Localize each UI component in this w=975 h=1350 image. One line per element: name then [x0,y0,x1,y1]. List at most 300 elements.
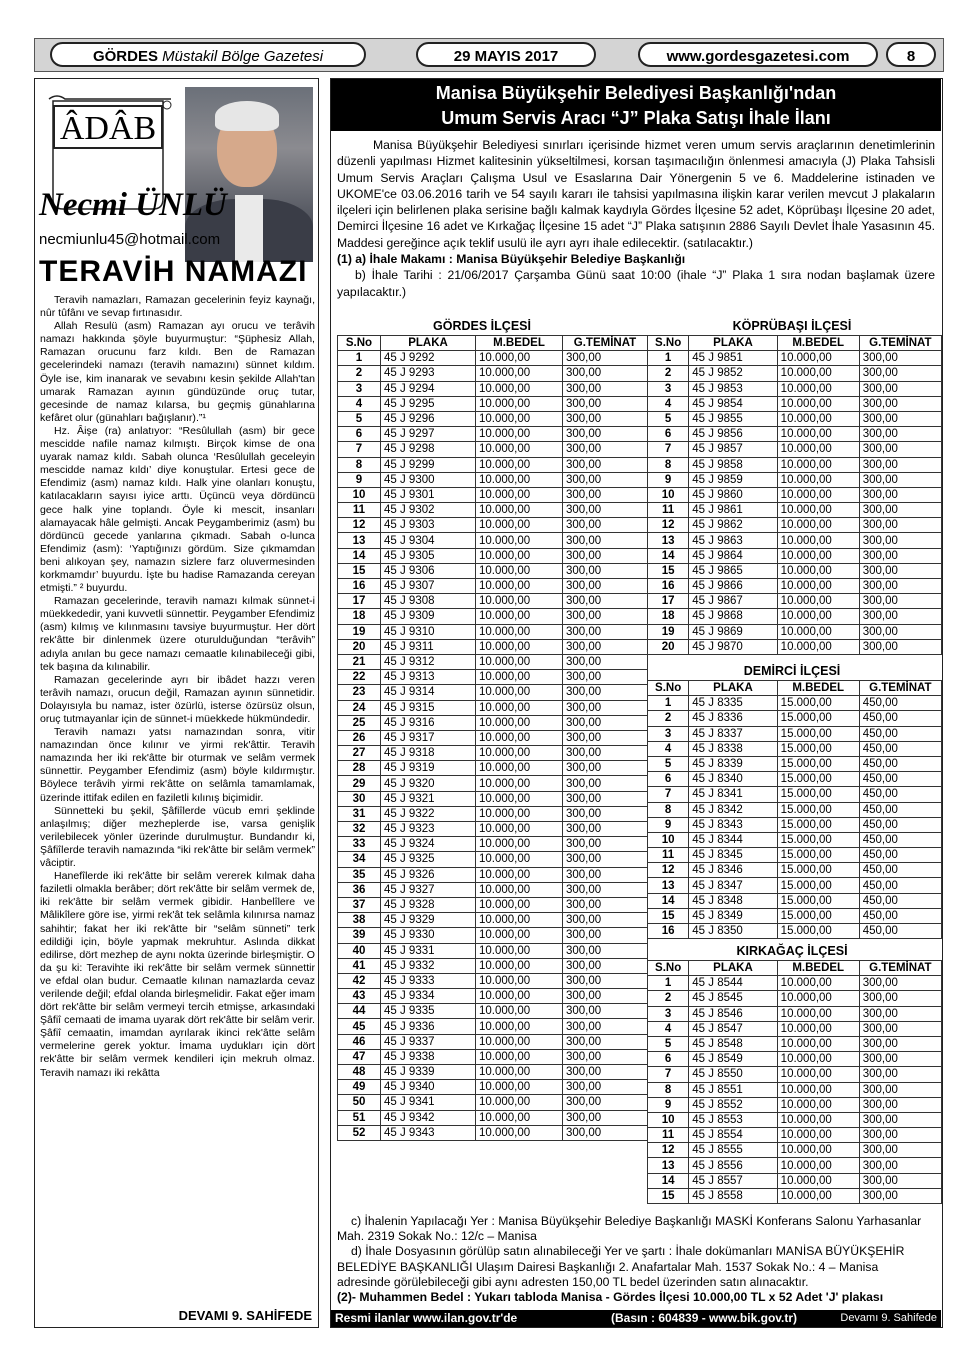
article-body [40,294,315,1080]
plate-cell: 45 J 9336 [381,1019,476,1034]
table-row [338,594,648,609]
plate-cell: 45 J 9864 [689,548,777,563]
bedel-cell: 10.000,00 [476,396,563,411]
teminat-cell: 300,00 [563,852,648,867]
plate-cell: 45 J 8551 [689,1082,777,1097]
plate-cell: 45 J 9326 [381,867,476,882]
article-paragraph: Teravih namazı yatsı namazından sonra, vitir namazından önce kılınır ve yirmi rek'âttir. Teravih namazında her iki rek'âtte bir oturmak ve selâm vermek sünnettir. Peygamber Efendimiz (asm) böyle kıldırmıştır. Böylece terâvih yirmi rek'âtte on selâmla tamamlamak, üzerinde ittifak edilen en faziletli kılınış biçimidir. [40,726,315,804]
bedel-cell: 10.000,00 [777,1097,859,1112]
row-number: 34 [338,852,381,867]
bedel-cell: 10.000,00 [476,639,563,654]
table-row [648,711,942,726]
bedel-cell: 10.000,00 [777,1158,859,1173]
table-row [648,741,942,756]
row-number: 4 [648,1021,689,1036]
row-number: 3 [648,726,689,741]
bedel-cell: 10.000,00 [777,976,859,991]
bedel-cell: 10.000,00 [777,442,859,457]
bedel-cell: 10.000,00 [777,594,859,609]
row-number: 40 [338,943,381,958]
teminat-cell: 300,00 [563,791,648,806]
table-row [648,427,942,442]
row-number: 7 [338,442,381,457]
bedel-cell: 10.000,00 [476,609,563,624]
intro-text: Manisa Büyükşehir Belediyesi sınırları içerisinde hizmet veren umum servis araçlarının denetimlerinin düzenli yapılması Hizmet kalitesinin yükseltilmesi, korsan taşımacılığın önlenmesi amacıyla (J) Plaka Tahsisli Umum Servis Araçları Çalışma Usul ve Esaslarına Dair Yönergenin 5 ve 6. Maddelerine istinaden ve UKOME'ce 03.06.2016 tarih ve 54 sayılı kararı ile tahsisi yapılmasına ilişkin karar verilen mevcut J plakaların ilçeleri için belirlenen plaka serisine bağlı kalmak kaydıyla Gördes İlçesine 52 adet, Köprübaşı İlçesine 20 adet, Demirci İlçesine 16 adet ve Kırkağaç İlçesine 15 adet “J” Plaka satışının 2886 Sayılı Devlet İhale Yasasının 45. Maddesi gereğince açık teklif usulü ile ayrı ayrı ihale edilecektir. (satılacaktır.) [337,138,935,250]
notice-footer [331,1310,941,1327]
row-number: 1 [648,696,689,711]
row-number: 39 [338,928,381,943]
teminat-cell: 300,00 [563,351,648,366]
table-row [648,772,942,787]
teminat-cell: 300,00 [563,958,648,973]
row-number: 10 [648,832,689,847]
row-number: 19 [648,624,689,639]
table-row [648,817,942,832]
bedel-cell: 10.000,00 [476,1080,563,1095]
teminat-cell: 300,00 [859,1097,941,1112]
row-number: 6 [648,1052,689,1067]
bedel-cell: 15.000,00 [777,908,859,923]
teminat-cell: 300,00 [563,776,648,791]
notice-title-line1: Manisa Büyükşehir Belediyesi Başkanlığı'ndan [435,83,837,103]
row-number: 12 [338,518,381,533]
table-row [338,442,648,457]
row-number: 16 [648,924,689,939]
plate-cell: 45 J 9337 [381,1034,476,1049]
bedel-cell: 10.000,00 [777,563,859,578]
row-number: 22 [338,670,381,685]
teminat-cell: 300,00 [563,1125,648,1140]
column-badge: ÂDÂB [53,105,163,149]
plate-cell: 45 J 8342 [689,802,777,817]
bedel-cell: 10.000,00 [777,533,859,548]
table-row [648,991,942,1006]
row-number: 11 [648,1128,689,1143]
plate-cell: 45 J 9303 [381,518,476,533]
teminat-cell: 450,00 [859,772,941,787]
bedel-cell: 15.000,00 [777,848,859,863]
row-number: 26 [338,730,381,745]
table-row [338,1110,648,1125]
row-number: 15 [648,563,689,578]
plate-cell: 45 J 8553 [689,1112,777,1127]
teminat-cell: 450,00 [859,848,941,863]
table-row [648,457,942,472]
teminat-cell: 300,00 [563,381,648,396]
table-row [338,396,648,411]
bedel-cell: 10.000,00 [777,1036,859,1051]
teminat-cell: 300,00 [859,624,941,639]
column-header: PLAKA [689,336,777,351]
plate-cell: 45 J 8546 [689,1006,777,1021]
table-row [648,563,942,578]
teminat-cell: 300,00 [563,442,648,457]
bedel-cell: 10.000,00 [476,563,563,578]
bedel-cell: 10.000,00 [476,943,563,958]
row-number: 33 [338,837,381,852]
teminat-cell: 300,00 [859,639,941,654]
row-number: 13 [648,1158,689,1173]
teminat-cell: 300,00 [563,366,648,381]
teminat-cell: 300,00 [859,976,941,991]
row-number: 11 [648,503,689,518]
column-header: M.BEDEL [476,336,563,351]
teminat-cell: 450,00 [859,787,941,802]
plate-cell: 45 J 9332 [381,958,476,973]
teminat-cell: 300,00 [563,594,648,609]
row-number: 8 [648,802,689,817]
plate-cell: 45 J 8545 [689,991,777,1006]
tender-notice [330,78,943,1328]
table-row [648,848,942,863]
row-number: 51 [338,1110,381,1125]
table-row [648,1173,942,1188]
teminat-cell: 300,00 [563,715,648,730]
plate-cell: 45 J 8345 [689,848,777,863]
plate-cell: 45 J 8339 [689,756,777,771]
row-number: 16 [648,579,689,594]
row-number: 20 [648,639,689,654]
bedel-cell: 10.000,00 [476,503,563,518]
article-paragraph: Allah Resulü (asm) Ramazan ayı orucu ve terâvih namazı hakkında şöyle buyurmuştur: “Şüphesiz Allah, Ramazan orucunu farz kıldı. Ben de Ramazan gecelerindeki namazı (teravih namazını) sünnet kıldım. Öyle ise, kim inanarak ve sevabını kesin şekilde Allah'tan umarak Ramazan ayının gündüzünde oruç tutar, gecesinde de namaz kılarsa, bu geçmiş günahlarına kefâret olur (günahları bağışlanır).”¹ [40,320,315,424]
row-number: 18 [648,609,689,624]
plate-cell: 45 J 8549 [689,1052,777,1067]
plate-cell: 45 J 9304 [381,533,476,548]
teminat-cell: 300,00 [563,670,648,685]
plate-cell: 45 J 9857 [689,442,777,457]
district-heading: KÖPRÜBAŞI İLÇESİ [732,319,852,333]
table-row [338,882,648,897]
plate-table [647,680,942,939]
footer-ilan[interactable]: Resmi ilanlar www.ilan.gov.tr'de [335,1311,518,1325]
plate-cell: 45 J 9300 [381,472,476,487]
column-header: G.TEMİNAT [563,336,648,351]
table-row [648,487,942,502]
plate-cell: 45 J 8544 [689,976,777,991]
table-row [648,411,942,426]
teminat-cell: 300,00 [859,427,941,442]
row-number: 6 [648,427,689,442]
bedel-cell: 10.000,00 [777,1143,859,1158]
row-number: 5 [648,756,689,771]
table-row [338,670,648,685]
article-paragraph: Teravih namazları, Ramazan gecelerinin feyiz kaynağı, nûr tûfânı ve sevap fırtınasıdır. [40,294,315,320]
row-number: 29 [338,776,381,791]
bedel-cell: 10.000,00 [777,366,859,381]
table-row [648,908,942,923]
teminat-cell: 300,00 [563,1095,648,1110]
bedel-cell: 10.000,00 [777,503,859,518]
teminat-cell: 300,00 [563,897,648,912]
teminat-cell: 300,00 [563,654,648,669]
table-row [338,503,648,518]
bedel-cell: 10.000,00 [476,1019,563,1034]
table-row [648,1036,942,1051]
plate-cell: 45 J 9309 [381,609,476,624]
author-email[interactable]: necmiunlu45@hotmail.com [39,231,221,248]
table-row [338,715,648,730]
website-link[interactable]: www.gordesgazetesi.com [638,42,878,67]
plate-cell: 45 J 9325 [381,852,476,867]
row-number: 1 [648,976,689,991]
bedel-cell: 10.000,00 [476,806,563,821]
row-number: 21 [338,654,381,669]
plate-cell: 45 J 8337 [689,726,777,741]
teminat-cell: 300,00 [859,1173,941,1188]
row-number: 12 [648,1143,689,1158]
row-number: 7 [648,787,689,802]
article-paragraph: Ramazan gecelerinde, teravih namazı kılmak sünnet-i müekkededir, yani kuvvetli sünnettir. Peygamber Efendimiz (asm) kılmış ve kılınmasını tavsiye buyurmuştur. Her dört rek'âtte bir dinlenmek üzere oturulduğundan “terâvih” adıyla anılan bu gece namazı cemaatle kılınabileceği gibi, tek başına da kılınabilir. [40,595,315,673]
teminat-cell: 450,00 [859,726,941,741]
bedel-cell: 15.000,00 [777,696,859,711]
row-number: 8 [648,457,689,472]
table-row [648,609,942,624]
item-c: c) İhalenin Yapılacağı Yer : Manisa Büyükşehir Belediye Başkanlığı MASKİ Konferans Salonu Yarhasanlar Mah. 2319 Sokak No.: 12/c – Manisa [337,1214,922,1244]
teminat-cell: 300,00 [563,1019,648,1034]
table-row [648,802,942,817]
table-row [338,1034,648,1049]
column-header: PLAKA [689,961,777,976]
row-number: 9 [648,817,689,832]
plate-cell: 45 J 9860 [689,487,777,502]
row-number: 11 [648,848,689,863]
bedel-cell: 15.000,00 [777,787,859,802]
teminat-cell: 300,00 [563,867,648,882]
table-row [648,1021,942,1036]
plate-cell: 45 J 8347 [689,878,777,893]
bedel-cell: 10.000,00 [476,381,563,396]
teminat-cell: 300,00 [563,882,648,897]
teminat-cell: 300,00 [859,563,941,578]
table-row [648,518,942,533]
teminat-cell: 300,00 [563,503,648,518]
item-a: (1) a) İhale Makamı : Manisa Büyükşehir Belediye Başkanlığı [337,252,686,267]
bedel-cell: 15.000,00 [777,863,859,878]
row-number: 14 [338,548,381,563]
row-number: 52 [338,1125,381,1140]
bedel-cell: 10.000,00 [476,670,563,685]
table-row [648,503,942,518]
row-number: 8 [338,457,381,472]
table-row [648,533,942,548]
bedel-cell: 10.000,00 [777,548,859,563]
bedel-cell: 10.000,00 [476,654,563,669]
row-number: 15 [648,1188,689,1203]
row-number: 14 [648,548,689,563]
bedel-cell: 10.000,00 [476,1065,563,1080]
row-number: 4 [648,741,689,756]
teminat-cell: 300,00 [563,761,648,776]
teminat-cell: 300,00 [859,366,941,381]
teminat-cell: 450,00 [859,924,941,939]
row-number: 24 [338,700,381,715]
teminat-cell: 300,00 [563,624,648,639]
teminat-cell: 450,00 [859,741,941,756]
plate-cell: 45 J 9323 [381,822,476,837]
teminat-cell: 450,00 [859,893,941,908]
plate-table [647,335,942,655]
plate-cell: 45 J 9305 [381,548,476,563]
row-number: 27 [338,746,381,761]
teminat-cell: 300,00 [859,1188,941,1203]
table-row [338,958,648,973]
row-number: 19 [338,624,381,639]
bedel-cell: 10.000,00 [777,487,859,502]
plate-cell: 45 J 8552 [689,1097,777,1112]
bedel-cell: 10.000,00 [777,411,859,426]
table-row [338,913,648,928]
plate-cell: 45 J 9334 [381,989,476,1004]
teminat-cell: 300,00 [859,609,941,624]
row-number: 31 [338,806,381,821]
table-row [338,1080,648,1095]
row-number: 17 [338,594,381,609]
table-row [338,381,648,396]
table-row [338,685,648,700]
row-number: 5 [648,1036,689,1051]
table-row [648,1082,942,1097]
plate-cell: 45 J 9339 [381,1065,476,1080]
plate-cell: 45 J 8557 [689,1173,777,1188]
table-row [648,756,942,771]
plate-table [337,335,648,1141]
row-number: 7 [648,1067,689,1082]
row-number: 10 [648,1112,689,1127]
bedel-cell: 10.000,00 [476,730,563,745]
row-number: 8 [648,1082,689,1097]
plate-cell: 45 J 9324 [381,837,476,852]
article-paragraph: Sünnetteki bu şekil, Şâfiîlerde vücub emri şeklinde anlaşılmış; diğer mezheplerde ise, varsa genişlik verilebilecek yönler üzerinde durulmuştur. Bundandır ki, Şâfiîlerde teravih namazında “iki rek'âtte bir selâm vermek” vâciptir. [40,804,315,870]
teminat-cell: 300,00 [859,1006,941,1021]
row-number: 13 [338,533,381,548]
teminat-cell: 300,00 [859,1067,941,1082]
plate-cell: 45 J 8338 [689,741,777,756]
plate-cell: 45 J 9859 [689,472,777,487]
bedel-cell: 10.000,00 [476,411,563,426]
plate-cell: 45 J 9320 [381,776,476,791]
row-number: 45 [338,1019,381,1034]
plate-cell: 45 J 8554 [689,1128,777,1143]
plate-cell: 45 J 9855 [689,411,777,426]
teminat-cell: 300,00 [859,518,941,533]
plate-cell: 45 J 9315 [381,700,476,715]
table-row [338,1095,648,1110]
bedel-cell: 15.000,00 [777,756,859,771]
bedel-cell: 10.000,00 [476,822,563,837]
row-number: 13 [648,533,689,548]
plate-cell: 45 J 8340 [689,772,777,787]
teminat-cell: 300,00 [859,1036,941,1051]
column-header: PLAKA [689,681,777,696]
row-number: 14 [648,893,689,908]
teminat-cell: 300,00 [859,381,941,396]
plate-cell: 45 J 9335 [381,1004,476,1019]
row-number: 15 [648,908,689,923]
teminat-cell: 450,00 [859,711,941,726]
teminat-cell: 300,00 [859,487,941,502]
table-row [338,1019,648,1034]
plate-cell: 45 J 9331 [381,943,476,958]
bedel-cell: 10.000,00 [476,913,563,928]
plate-cell: 45 J 9318 [381,746,476,761]
row-number: 9 [648,1097,689,1112]
bedel-cell: 10.000,00 [476,746,563,761]
bedel-cell: 10.000,00 [476,624,563,639]
paper-name: GÖRDES [92,48,158,65]
plate-cell: 45 J 9310 [381,624,476,639]
table-row [648,1112,942,1127]
table-row [338,457,648,472]
table-row [648,924,942,939]
bedel-cell: 15.000,00 [777,817,859,832]
bedel-cell: 10.000,00 [777,579,859,594]
table-row [648,624,942,639]
bedel-cell: 10.000,00 [476,548,563,563]
column-header: G.TEMİNAT [859,681,941,696]
bedel-cell: 10.000,00 [777,351,859,366]
plate-cell: 45 J 9328 [381,897,476,912]
teminat-cell: 300,00 [563,1080,648,1095]
table-row [648,726,942,741]
bedel-cell: 15.000,00 [777,893,859,908]
row-number: 44 [338,1004,381,1019]
table-row [648,1067,942,1082]
row-number: 47 [338,1049,381,1064]
bedel-cell: 10.000,00 [777,1128,859,1143]
row-number: 3 [648,381,689,396]
bedel-cell: 10.000,00 [777,639,859,654]
teminat-cell: 300,00 [563,609,648,624]
bedel-cell: 10.000,00 [777,472,859,487]
teminat-cell: 450,00 [859,878,941,893]
teminat-cell: 300,00 [859,411,941,426]
table-row [338,791,648,806]
plate-cell: 45 J 8547 [689,1021,777,1036]
bedel-cell: 10.000,00 [476,487,563,502]
teminat-cell: 300,00 [563,685,648,700]
row-number: 7 [648,442,689,457]
table-row [648,863,942,878]
table-row [338,806,648,821]
bedel-cell: 10.000,00 [777,457,859,472]
teminat-cell: 300,00 [859,503,941,518]
row-number: 43 [338,989,381,1004]
bedel-cell: 10.000,00 [777,427,859,442]
teminat-cell: 450,00 [859,817,941,832]
teminat-cell: 450,00 [859,802,941,817]
table-row [338,928,648,943]
table-row [648,1128,942,1143]
teminat-cell: 300,00 [563,472,648,487]
teminat-cell: 300,00 [563,427,648,442]
table-row [338,897,648,912]
row-number: 6 [648,772,689,787]
bedel-cell: 10.000,00 [476,989,563,1004]
teminat-cell: 300,00 [563,411,648,426]
teminat-cell: 300,00 [859,579,941,594]
table-row [648,366,942,381]
plate-cell: 45 J 9321 [381,791,476,806]
bedel-cell: 15.000,00 [777,924,859,939]
plate-cell: 45 J 9292 [381,351,476,366]
bedel-cell: 10.000,00 [476,1034,563,1049]
plate-cell: 45 J 9301 [381,487,476,502]
table-row [338,624,648,639]
bedel-cell: 10.000,00 [476,442,563,457]
plate-cell: 45 J 9861 [689,503,777,518]
row-number: 16 [338,579,381,594]
paper-subtitle: Müstakil Bölge Gazetesi [162,48,324,65]
